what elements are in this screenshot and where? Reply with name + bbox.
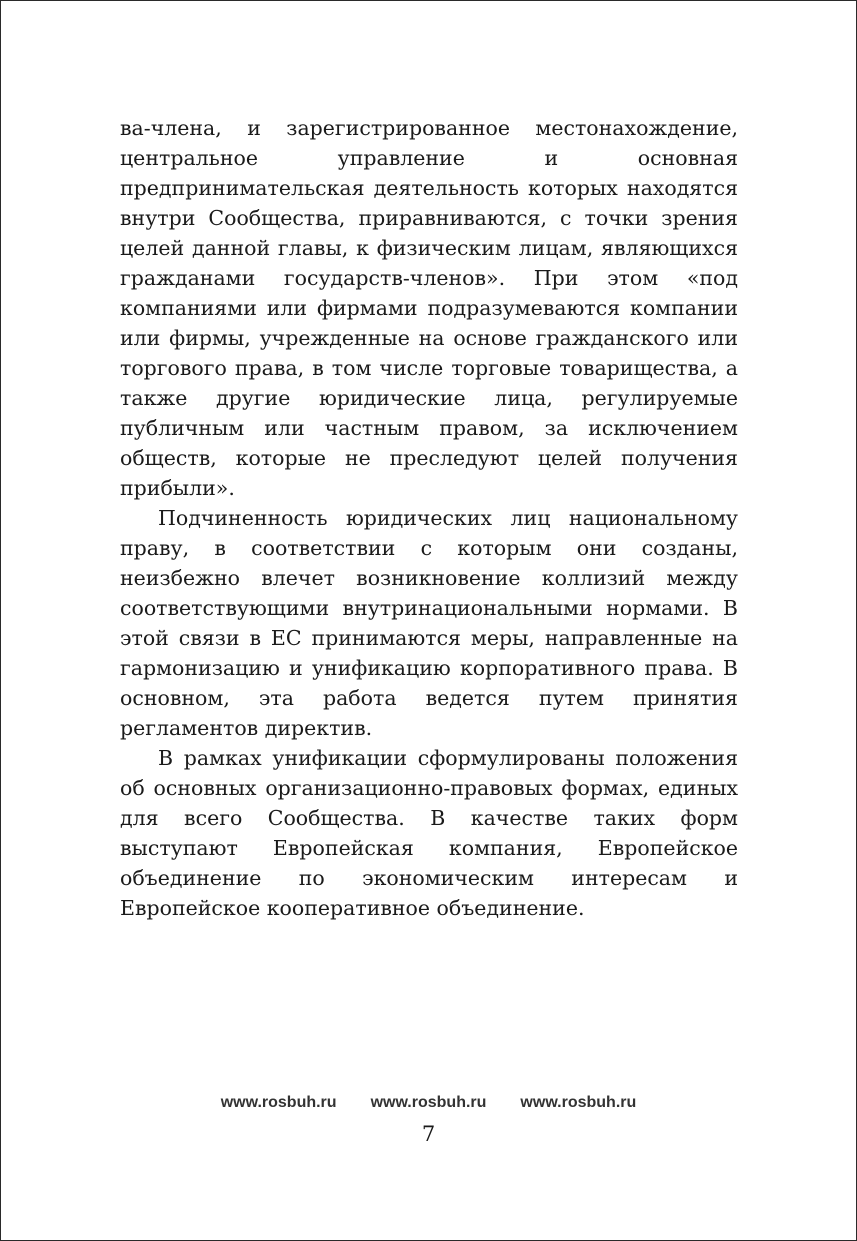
- paragraph-unification: В рамках унификации сформулированы положения об основных организационно-правовых формах, единых для всего Сообщества. В качестве таких форм выступают Европейская компания, Европейское объединение по экономическим интересам и Европейское кооперативное объединение.: [120, 746, 738, 920]
- paragraph-continuation: ва-члена, и зарегистрированное местонахождение, центральное управление и основная предпринимательская деятельность которых находятся внутри Сообщества, приравниваются, с точки зрения целей данной главы, к физическим лицам, являющихся гражданами государств-членов». При этом «под компаниями или фирмами подразумеваются компании или фирмы, учрежденные на основе гражданского или торгового права, в том числе торговые товарищества, а также другие юридические лица, регулируемые публичным или частным правом, за исключением обществ, которые не преследуют целей получения прибыли».: [120, 116, 738, 500]
- footer-link[interactable]: www.rosbuh.ru: [520, 1094, 637, 1111]
- footer-link[interactable]: www.rosbuh.ru: [370, 1094, 487, 1111]
- paragraph-subordination: Подчиненность юридических лиц национальному праву, в соответствии с которым они созданы, неизбежно влечет возникновение коллизий между соответствующими внутринациональными нормами. В этой связи в ЕС принимаются меры, направленные на гармонизацию и унификацию корпоративного права. В основном, эта работа ведется путем принятия регламентов директив.: [120, 506, 738, 740]
- footer-link[interactable]: www.rosbuh.ru: [220, 1094, 337, 1111]
- body-text: [120, 113, 738, 923]
- footer-links: [0, 1094, 857, 1112]
- page-number: 7: [421, 1122, 436, 1146]
